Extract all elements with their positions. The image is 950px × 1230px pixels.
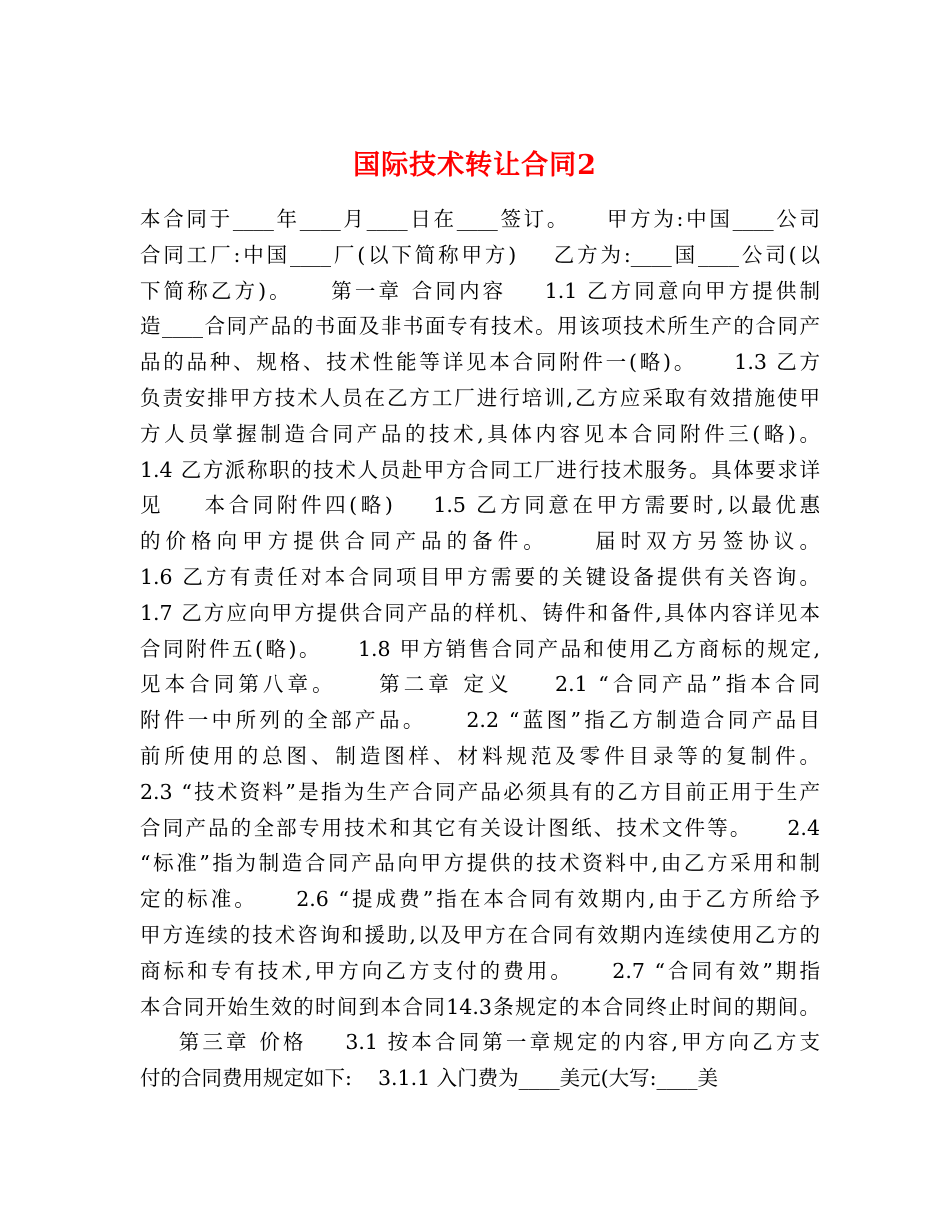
body-line: 定的标准。 2.6 “提成费”指在本合同有效期内,由于乙方所给予 <box>140 887 820 912</box>
body-line: 本合同于____年____月____日在____签订。 甲方为:中国____公司 <box>140 207 820 231</box>
body-line: 合同工厂:中国____厂(以下简称甲方) 乙方为:____国____公司(以 <box>140 242 820 267</box>
body-line: 1.7 乙方应向甲方提供合同产品的样机、铸件和备件,具体内容详见本 <box>140 600 820 625</box>
body-line: 见 本合同附件四(略) 1.5 乙方同意在甲方需要时,以最优惠 <box>140 493 820 518</box>
document-body <box>140 202 820 1097</box>
body-line: 付的合同费用规定如下: 3.1.1 入门费为____美元(大写:____美 <box>140 1066 719 1091</box>
body-line: 合同产品的全部专用技术和其它有关设计图纸、技术文件等。 2.4 <box>140 815 820 840</box>
body-line: 附件一中所列的全部产品。 2.2 “蓝图”指乙方制造合同产品目 <box>140 708 820 733</box>
body-line: 商标和专有技术,甲方向乙方支付的费用。 2.7 “合同有效”期指 <box>140 958 820 983</box>
body-line: 见本合同第八章。 第二章 定义 2.1 “合同产品”指本合同 <box>140 672 820 697</box>
body-line: 1.6 乙方有责任对本合同项目甲方需要的关键设备提供有关咨询。 <box>140 564 820 589</box>
body-line: 本合同开始生效的时间到本合同14.3条规定的本合同终止时间的期间。 <box>140 994 820 1019</box>
body-line: 甲方连续的技术咨询和援助,以及甲方在合同有效期内连续使用乙方的 <box>140 922 820 947</box>
body-line: 方人员掌握制造合同产品的技术,具体内容见本合同附件三(略)。 <box>140 421 820 446</box>
body-line: “标准”指为制造合同产品向甲方提供的技术资料中,由乙方采用和制 <box>140 851 820 876</box>
document-title: 国际技术转让合同2 <box>353 150 597 182</box>
body-line: 前所使用的总图、制造图样、材料规范及零件目录等的复制件。 <box>140 743 820 768</box>
body-line: 下简称乙方)。 第一章 合同内容 1.1 乙方同意向甲方提供制 <box>140 278 820 303</box>
body-line: 2.3 “技术资料”是指为生产合同产品必须具有的乙方目前正用于生产 <box>140 779 820 804</box>
body-line: 造____合同产品的书面及非书面专有技术。用该项技术所生产的合同产 <box>140 314 820 339</box>
body-line: 第三章 价格 3.1 按本合同第一章规定的内容,甲方向乙方支 <box>140 1030 820 1055</box>
body-line: 品的品种、规格、技术性能等详见本合同附件一(略)。 1.3 乙方 <box>140 350 820 375</box>
body-line: 负责安排甲方技术人员在乙方工厂进行培训,乙方应采取有效措施使甲 <box>140 385 820 410</box>
body-line: 的价格向甲方提供合同产品的备件。 届时双方另签协议。 <box>140 529 820 554</box>
body-line: 合同附件五(略)。 1.8 甲方销售合同产品和使用乙方商标的规定, <box>140 636 820 661</box>
body-line: 1.4 乙方派称职的技术人员赴甲方合同工厂进行技术服务。具体要求详 <box>140 457 820 482</box>
